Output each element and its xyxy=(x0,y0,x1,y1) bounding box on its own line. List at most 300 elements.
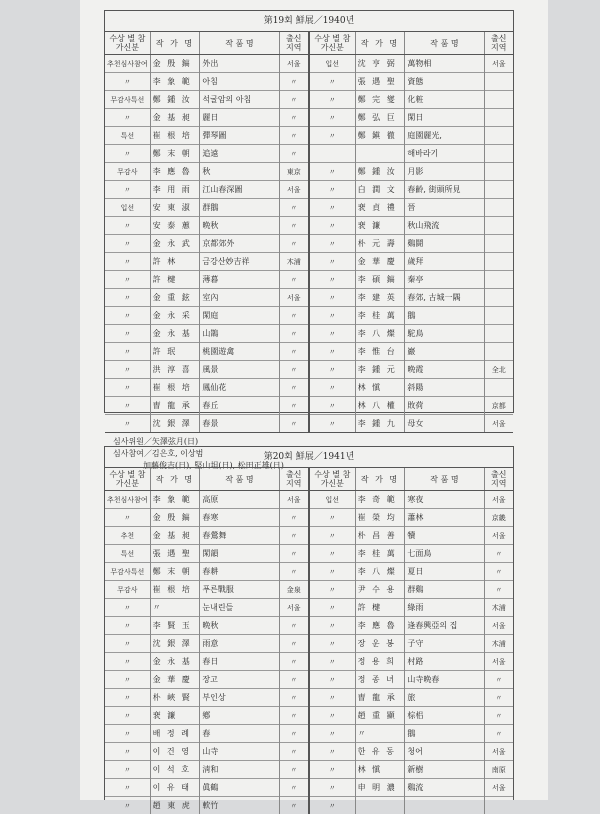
table-cell: 〃 xyxy=(309,307,355,325)
table-cell: 이 건 영 xyxy=(150,743,200,761)
table-cell: 입선 xyxy=(309,491,355,509)
table-cell: 〃 xyxy=(105,235,150,253)
table-row xyxy=(105,325,513,343)
table-cell: 입선 xyxy=(105,199,150,217)
table-row xyxy=(105,199,513,217)
table-cell: 崔 根 培 xyxy=(150,379,200,397)
table-cell: 逢春興亞의 집 xyxy=(405,617,484,635)
table-cell: 鄭 末 朝 xyxy=(150,145,200,163)
table-cell: 夏日 xyxy=(405,563,484,581)
table-cell: 아침 xyxy=(200,73,279,91)
table-cell: 〃 xyxy=(279,617,309,635)
table-cell xyxy=(309,145,355,163)
table-cell: 彈琴圖 xyxy=(200,127,279,145)
column-header: 작 가 명 xyxy=(150,468,200,491)
column-header: 작 품 명 xyxy=(405,468,484,491)
table-cell: 金 永 采 xyxy=(150,307,200,325)
table-cell: 裵 貞 禮 xyxy=(355,199,405,217)
table-cell: 〃 xyxy=(279,127,309,145)
table-cell: 村路 xyxy=(405,653,484,671)
table-cell: 林 八 權 xyxy=(355,397,405,415)
table-cell: 裵 濂 xyxy=(355,217,405,235)
table-cell: 정 용 희 xyxy=(355,653,405,671)
column-header: 수상 별 참가신분 xyxy=(309,32,355,55)
table-cell: 眞鶴 xyxy=(200,779,279,797)
table-cell: 安 泰 蕙 xyxy=(150,217,200,235)
table-cell: 全北 xyxy=(484,361,513,379)
table-cell: 무감사 xyxy=(105,581,150,599)
table-cell: 〃 xyxy=(355,725,405,743)
table-cell: 〃 xyxy=(105,599,150,617)
column-header: 수상 별 참가신분 xyxy=(105,468,150,491)
table-cell xyxy=(484,325,513,343)
table-cell xyxy=(484,145,513,163)
table-cell: 〃 xyxy=(279,217,309,235)
table-cell: 청어 xyxy=(405,743,484,761)
table-cell: 〃 xyxy=(309,325,355,343)
table-cell: 〃 xyxy=(309,581,355,599)
table-cell: 七面鳥 xyxy=(405,545,484,563)
table-cell: 斜陽 xyxy=(405,379,484,397)
table-cell: 秋山飛流 xyxy=(405,217,484,235)
table-cell xyxy=(484,307,513,325)
table-cell: 특선 xyxy=(105,545,150,563)
table-row xyxy=(105,509,513,527)
table-cell: 서울 xyxy=(484,415,513,433)
table-cell: 입선 xyxy=(309,55,355,73)
table-cell: 〃 xyxy=(279,271,309,289)
table-cell: 雨意 xyxy=(200,635,279,653)
table-cell: 〃 xyxy=(105,779,150,797)
table-row xyxy=(105,671,513,689)
table-cell: 室內 xyxy=(200,289,279,307)
table-cell: 〃 xyxy=(279,761,309,779)
table-cell: 추천 xyxy=(105,527,150,545)
table-cell: 新樹 xyxy=(405,761,484,779)
table-cell: 〃 xyxy=(279,545,309,563)
table-cell: 李 奇 範 xyxy=(355,491,405,509)
table-cell: 〃 xyxy=(484,689,513,707)
table-cell: 鵝 xyxy=(405,725,484,743)
note-line: 加藤俊吉(日), 堅山坦(日), 松田正雄(日) xyxy=(113,460,513,472)
table-cell: 〃 xyxy=(309,253,355,271)
table-row xyxy=(105,127,513,145)
table-cell: 鄭 鍾 汝 xyxy=(150,91,200,109)
table-cell: 資態 xyxy=(405,73,484,91)
table-cell: 李 碩 鎬 xyxy=(355,271,405,289)
table-cell: 鵝 xyxy=(405,307,484,325)
table-cell: 沈 亨 弼 xyxy=(355,55,405,73)
table-cell: 歲拜 xyxy=(405,253,484,271)
table-row xyxy=(105,707,513,725)
table-cell: 〃 xyxy=(279,397,309,415)
table-cell: 〃 xyxy=(105,289,150,307)
table-cell: 化粧 xyxy=(405,91,484,109)
table-cell: 〃 xyxy=(279,379,309,397)
table-cell: 〃 xyxy=(105,509,150,527)
table-cell: 山寺晩春 xyxy=(405,671,484,689)
table-cell: 閑韻 xyxy=(200,545,279,563)
table-cell: 〃 xyxy=(309,671,355,689)
table-cell: 敗荷 xyxy=(405,397,484,415)
table-cell: 무감사 xyxy=(105,163,150,181)
table-row xyxy=(105,491,513,509)
table-cell: 旅 xyxy=(405,689,484,707)
table-cell: 秦亭 xyxy=(405,271,484,289)
table-row xyxy=(105,635,513,653)
table-cell: 母女 xyxy=(405,415,484,433)
table-cell: 鄭 鎭 徹 xyxy=(355,127,405,145)
table-cell: 春景 xyxy=(200,415,279,433)
table-cell: 〃 xyxy=(309,415,355,433)
table-cell: 〃 xyxy=(309,289,355,307)
table-cell: 朴 昌 善 xyxy=(355,527,405,545)
column-header: 수상 별 참가신분 xyxy=(309,468,355,491)
table-cell: 鄭 完 燮 xyxy=(355,91,405,109)
table-cell: 서울 xyxy=(484,743,513,761)
table-row xyxy=(105,145,513,163)
table-cell: 風景 xyxy=(200,361,279,379)
table-cell: 〃 xyxy=(309,343,355,361)
table-cell: 〃 xyxy=(105,181,150,199)
table-cell: 軟竹 xyxy=(200,797,279,814)
table-cell: 〃 xyxy=(105,271,150,289)
table-cell: 沈 銀 澤 xyxy=(150,415,200,433)
table-cell: 犢 xyxy=(405,527,484,545)
table-cell xyxy=(484,109,513,127)
table-cell: 李 賢 玉 xyxy=(150,617,200,635)
table-cell: 沈 銀 澤 xyxy=(150,635,200,653)
table-cell: 〃 xyxy=(105,307,150,325)
column-header: 작 품 명 xyxy=(200,468,279,491)
table-cell: 〃 xyxy=(105,797,150,814)
table-cell: 〃 xyxy=(105,73,150,91)
table-row xyxy=(105,109,513,127)
table-cell: 〃 xyxy=(309,761,355,779)
table-cell: 金泉 xyxy=(279,581,309,599)
table-cell: 金 永 基 xyxy=(150,653,200,671)
table-cell: 〃 xyxy=(309,235,355,253)
table-cell: 白 潤 文 xyxy=(355,181,405,199)
table-cell: 鷄流 xyxy=(405,779,484,797)
table-cell: 〃 xyxy=(279,73,309,91)
table-cell: 朴 峽 賢 xyxy=(150,689,200,707)
table-cell: 〃 xyxy=(484,725,513,743)
table-row xyxy=(105,599,513,617)
table-cell: 〃 xyxy=(105,145,150,163)
table-cell: 〃 xyxy=(105,617,150,635)
table-cell: 京畿 xyxy=(484,509,513,527)
table-cell: 子守 xyxy=(405,635,484,653)
table-cell: 석굴암의 아침 xyxy=(200,91,279,109)
table-cell: 晩秋 xyxy=(200,217,279,235)
table-cell: 李 惟 台 xyxy=(355,343,405,361)
column-header: 출신 지역 xyxy=(279,32,309,55)
table-cell: 晩霞 xyxy=(405,361,484,379)
column-header: 출신 지역 xyxy=(484,32,513,55)
table-cell: 〃 xyxy=(309,527,355,545)
table-row xyxy=(105,415,513,433)
table-cell: 서울 xyxy=(484,617,513,635)
table-cell: 木浦 xyxy=(484,599,513,617)
table-cell: 崔 根 培 xyxy=(150,127,200,145)
table-row xyxy=(105,581,513,599)
table-cell: 〃 xyxy=(279,343,309,361)
table-cell: 〃 xyxy=(105,253,150,271)
table-cell: 外出 xyxy=(200,55,279,73)
table-cell xyxy=(484,379,513,397)
results-grid xyxy=(105,32,513,432)
table-cell xyxy=(484,343,513,361)
table-cell: 巖 xyxy=(405,343,484,361)
table-cell: 〃 xyxy=(105,397,150,415)
table-cell: 金 永 基 xyxy=(150,325,200,343)
table-cell: 洪 淳 喜 xyxy=(150,361,200,379)
table-cell: 朴 元 壽 xyxy=(355,235,405,253)
header-row xyxy=(105,32,513,55)
table-exhibition-19 xyxy=(104,10,514,413)
table-cell: 〃 xyxy=(484,671,513,689)
table-cell: 〃 xyxy=(309,653,355,671)
table-cell: 秋 xyxy=(200,163,279,181)
table-cell: 서울 xyxy=(279,181,309,199)
table-row xyxy=(105,725,513,743)
table-cell: 정 종 녀 xyxy=(355,671,405,689)
table-cell: 〃 xyxy=(105,671,150,689)
table-cell: 〃 xyxy=(279,635,309,653)
table-row xyxy=(105,545,513,563)
table-cell: 〃 xyxy=(105,635,150,653)
column-header: 수상 별 참가신분 xyxy=(105,32,150,55)
column-header: 출신 지역 xyxy=(484,468,513,491)
table-cell: 張 遇 聖 xyxy=(355,73,405,91)
table-cell: 〃 xyxy=(309,127,355,145)
table-cell: 〃 xyxy=(484,707,513,725)
table-cell: 특선 xyxy=(105,127,150,145)
table-cell: 李 應 魯 xyxy=(150,163,200,181)
table-cell: 〃 xyxy=(309,397,355,415)
table-cell: 한 유 동 xyxy=(355,743,405,761)
table-cell: 〃 xyxy=(309,545,355,563)
table-cell: 金 殷 鎬 xyxy=(150,55,200,73)
table-cell xyxy=(484,163,513,181)
table-cell: 崔 根 培 xyxy=(150,581,200,599)
table-cell xyxy=(484,199,513,217)
table-cell: 追遠 xyxy=(200,145,279,163)
table-cell: 무감사특선 xyxy=(105,91,150,109)
table-cell: 〃 xyxy=(279,725,309,743)
table-cell: 李 建 英 xyxy=(355,289,405,307)
table-cell: 崔 榮 均 xyxy=(355,509,405,527)
table-cell: 해바라기 xyxy=(405,145,484,163)
table-cell xyxy=(355,797,405,814)
table-cell xyxy=(405,797,484,814)
table-cell: 〃 xyxy=(309,73,355,91)
table-cell: 駝鳥 xyxy=(405,325,484,343)
table-cell: 春郊, 古城一隅 xyxy=(405,289,484,307)
table-cell: 東京 xyxy=(279,163,309,181)
table-cell: 〃 xyxy=(279,361,309,379)
table-cell: 鄭 弘 巨 xyxy=(355,109,405,127)
table-cell: 〃 xyxy=(484,581,513,599)
table-cell: 林 愼 xyxy=(355,379,405,397)
table-cell: 木浦 xyxy=(279,253,309,271)
table-cell: 晉 xyxy=(405,199,484,217)
table-cell: 鄕 xyxy=(200,707,279,725)
table-row xyxy=(105,617,513,635)
table-cell: 〃 xyxy=(279,671,309,689)
table-cell: 눈내린들 xyxy=(200,599,279,617)
table-cell: 〃 xyxy=(105,109,150,127)
table-cell: 〃 xyxy=(105,217,150,235)
table-row xyxy=(105,181,513,199)
table-cell: 〃 xyxy=(309,181,355,199)
table-cell: 閑庭 xyxy=(200,307,279,325)
table-cell: 綠雨 xyxy=(405,599,484,617)
table-cell: 이 석 호 xyxy=(150,761,200,779)
table-cell: 〃 xyxy=(105,415,150,433)
table-cell: 〃 xyxy=(279,797,309,814)
table-cell: 〃 xyxy=(150,599,200,617)
table-cell: 〃 xyxy=(279,235,309,253)
table-cell: 麗日 xyxy=(200,109,279,127)
table-cell: 〃 xyxy=(279,91,309,109)
table-cell: 〃 xyxy=(279,307,309,325)
table-cell: 京都 xyxy=(484,397,513,415)
table-cell xyxy=(484,271,513,289)
table-cell: 서울 xyxy=(484,55,513,73)
table-cell: 〃 xyxy=(279,199,309,217)
table-cell: 許 林 xyxy=(150,253,200,271)
table-cell: 〃 xyxy=(105,379,150,397)
table-row xyxy=(105,563,513,581)
table-row xyxy=(105,73,513,91)
table-cell: 〃 xyxy=(105,689,150,707)
table-cell xyxy=(484,91,513,109)
table-cell: 〃 xyxy=(279,779,309,797)
table-row xyxy=(105,361,513,379)
table-cell xyxy=(484,181,513,199)
table-cell: 李 鍾 九 xyxy=(355,415,405,433)
table-cell xyxy=(484,127,513,145)
table-cell: 〃 xyxy=(279,527,309,545)
table-cell: 〃 xyxy=(105,361,150,379)
table-cell: 〃 xyxy=(309,743,355,761)
table-cell: 〃 xyxy=(105,725,150,743)
table-cell: 春齡, 街頭所見 xyxy=(405,181,484,199)
table-row xyxy=(105,289,513,307)
table-row xyxy=(105,307,513,325)
table-cell: 李 象 範 xyxy=(150,73,200,91)
column-header: 작 품 명 xyxy=(405,32,484,55)
table-cell xyxy=(355,145,405,163)
table-cell: 〃 xyxy=(105,743,150,761)
table-row xyxy=(105,379,513,397)
table-cell: 尹 수 용 xyxy=(355,581,405,599)
table-cell: 〃 xyxy=(279,109,309,127)
table-cell: 서울 xyxy=(279,599,309,617)
table-cell xyxy=(484,253,513,271)
table-cell: 李 八 燦 xyxy=(355,563,405,581)
table-cell: 金 基 昶 xyxy=(150,109,200,127)
table-title: 第20회 鮮展／1941년 xyxy=(105,447,513,468)
table-cell: 金 重 鉉 xyxy=(150,289,200,307)
table-cell: 金 殷 鎬 xyxy=(150,509,200,527)
table-cell: 趙 東 虎 xyxy=(150,797,200,814)
table-cell: 金 基 昶 xyxy=(150,527,200,545)
table-cell: 李 八 燦 xyxy=(355,325,405,343)
column-header: 작 가 명 xyxy=(150,32,200,55)
table-cell: 〃 xyxy=(484,563,513,581)
table-row xyxy=(105,271,513,289)
table-cell: 桃園遊禽 xyxy=(200,343,279,361)
note-line: 심사위원／矢澤弦月(日) xyxy=(113,436,513,448)
table-cell: 李 應 魯 xyxy=(355,617,405,635)
table-cell: 〃 xyxy=(105,325,150,343)
table-cell: 추천심사참여 xyxy=(105,491,150,509)
table-cell: 서울 xyxy=(484,653,513,671)
table-cell: 木浦 xyxy=(484,635,513,653)
results-grid xyxy=(105,468,513,814)
table-cell: 鄭 鍾 汝 xyxy=(355,163,405,181)
table-cell: 서울 xyxy=(279,55,309,73)
table-row xyxy=(105,343,513,361)
table-cell: 裵 濂 xyxy=(150,707,200,725)
table-cell: 春寒 xyxy=(200,509,279,527)
table-cell: 서울 xyxy=(484,779,513,797)
table-cell: 晩秋 xyxy=(200,617,279,635)
table-cell: 〃 xyxy=(279,509,309,527)
table-cell: 서울 xyxy=(484,527,513,545)
table-cell: 장고 xyxy=(200,671,279,689)
table-cell: 李 桂 萬 xyxy=(355,545,405,563)
table-row xyxy=(105,761,513,779)
table-cell: 〃 xyxy=(309,109,355,127)
table-cell xyxy=(484,289,513,307)
table-cell: 부인상 xyxy=(200,689,279,707)
table-cell: 〃 xyxy=(309,599,355,617)
table-cell: 이 유 태 xyxy=(150,779,200,797)
table-cell: 〃 xyxy=(484,545,513,563)
table-row xyxy=(105,397,513,415)
table-row xyxy=(105,91,513,109)
table-cell: 추천심사참여 xyxy=(105,55,150,73)
header-row xyxy=(105,468,513,491)
table-cell: 棕梠 xyxy=(405,707,484,725)
table-cell: 曺 龍 承 xyxy=(355,689,405,707)
table-cell: 萬物相 xyxy=(405,55,484,73)
table-cell: 趙 重 顯 xyxy=(355,707,405,725)
table-cell: 〃 xyxy=(279,563,309,581)
table-row xyxy=(105,217,513,235)
table-cell: 山寺 xyxy=(200,743,279,761)
table-cell: 〃 xyxy=(309,797,355,814)
table-cell: 〃 xyxy=(105,343,150,361)
table-row xyxy=(105,689,513,707)
table-cell: 春耕 xyxy=(200,563,279,581)
table-cell: 〃 xyxy=(309,199,355,217)
table-cell: 배 정 례 xyxy=(150,725,200,743)
table-cell: 寒夜 xyxy=(405,491,484,509)
table-row xyxy=(105,55,513,73)
table-cell: 〃 xyxy=(309,271,355,289)
column-header: 작 가 명 xyxy=(355,468,405,491)
table-cell: 李 象 範 xyxy=(150,491,200,509)
table-cell: 春丘 xyxy=(200,397,279,415)
table-cell: 薄暮 xyxy=(200,271,279,289)
table-cell: 〃 xyxy=(279,415,309,433)
table-row xyxy=(105,743,513,761)
